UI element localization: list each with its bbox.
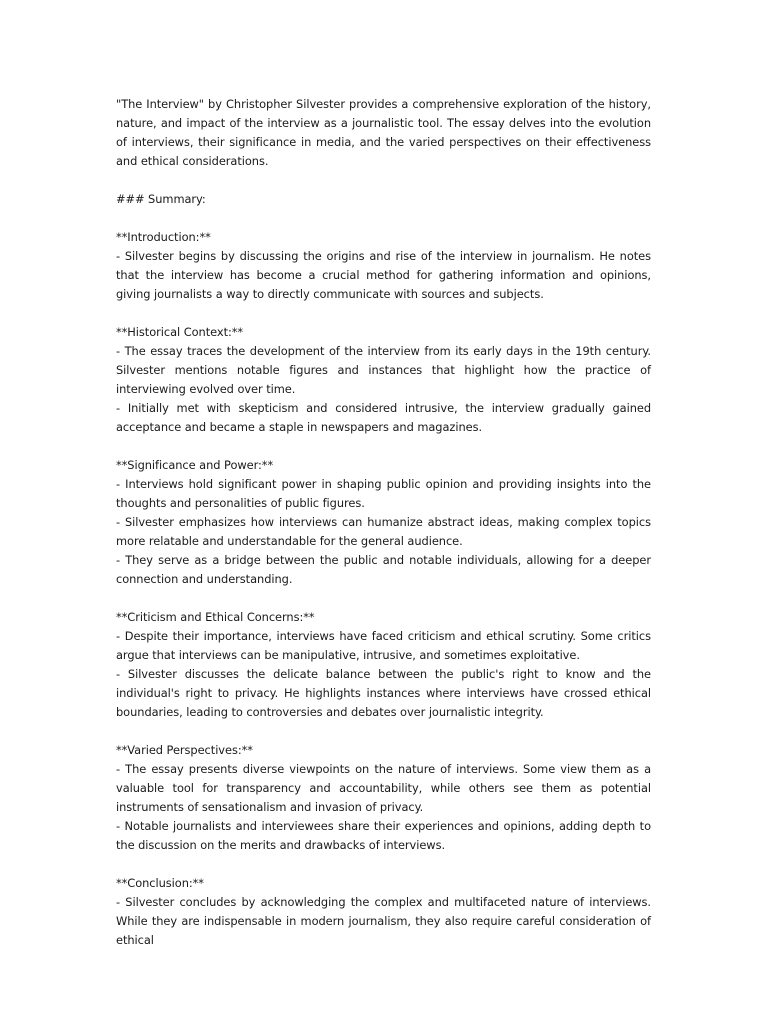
section-heading: **Historical Context:**: [116, 325, 244, 339]
bullet-item: - Initially met with skepticism and considered intrusive, the interview gradually gained acceptance and became a staple in newspapers and magazines.: [116, 401, 651, 434]
section-varied-perspectives: [116, 741, 651, 855]
bullet-item: - Silvester discusses the delicate balance between the public's right to know and the individual's right to privacy. He highlights instances where interviews have crossed ethical boundaries, leading to controversies and debates over journalistic integrity.: [116, 667, 651, 719]
section-introduction: [116, 228, 651, 304]
section-heading: **Introduction:**: [116, 230, 211, 244]
bullet-item: - Interviews hold significant power in shaping public opinion and providing insights into the thoughts and personalities of public figures.: [116, 477, 651, 510]
bullet-item: - Silvester concludes by acknowledging the complex and multifaceted nature of interviews. While they are indispensable in modern journalism, they also require careful consideration of ethical: [116, 895, 651, 947]
section-significance-and-power: [116, 456, 651, 589]
section-historical-context: [116, 323, 651, 437]
section-criticism-and-ethical-concerns: [116, 608, 651, 722]
bullet-item: - Silvester begins by discussing the origins and rise of the interview in journalism. He notes that the interview has become a crucial method for gathering information and opinions, giving journalists a way to directly communicate with sources and subjects.: [116, 249, 651, 301]
section-heading: **Criticism and Ethical Concerns:**: [116, 610, 315, 624]
bullet-item: - The essay traces the development of the interview from its early days in the 19th century. Silvester mentions notable figures and instances that highlight how the practice of interviewing evolved over time.: [116, 344, 651, 396]
bullet-item: - Notable journalists and interviewees share their experiences and opinions, adding depth to the discussion on the merits and drawbacks of interviews.: [116, 819, 651, 852]
section-heading: **Significance and Power:**: [116, 458, 274, 472]
section-heading: **Varied Perspectives:**: [116, 743, 253, 757]
bullet-item: - The essay presents diverse viewpoints on the nature of interviews. Some view them as a valuable tool for transparency and accountability, while others see them as potential instruments of sensationalism and invasion of privacy.: [116, 762, 651, 814]
section-heading: **Conclusion:**: [116, 876, 204, 890]
bullet-item: - Despite their importance, interviews have faced criticism and ethical scrutiny. Some critics argue that interviews can be manipulative, intrusive, and sometimes exploitative.: [116, 629, 651, 662]
intro-paragraph: "The Interview" by Christopher Silvester provides a comprehensive exploration of the history, nature, and impact of the interview as a journalistic tool. The essay delves into the evolution of interviews, their significance in media, and the varied perspectives on their effectiveness and ethical considerations.: [116, 97, 651, 168]
bullet-item: - Silvester emphasizes how interviews can humanize abstract ideas, making complex topics more relatable and understandable for the general audience.: [116, 515, 651, 548]
summary-heading: ### Summary:: [116, 192, 206, 206]
document-page: [116, 95, 651, 969]
bullet-item: - They serve as a bridge between the public and notable individuals, allowing for a deeper connection and understanding.: [116, 553, 651, 586]
section-conclusion: [116, 874, 651, 950]
